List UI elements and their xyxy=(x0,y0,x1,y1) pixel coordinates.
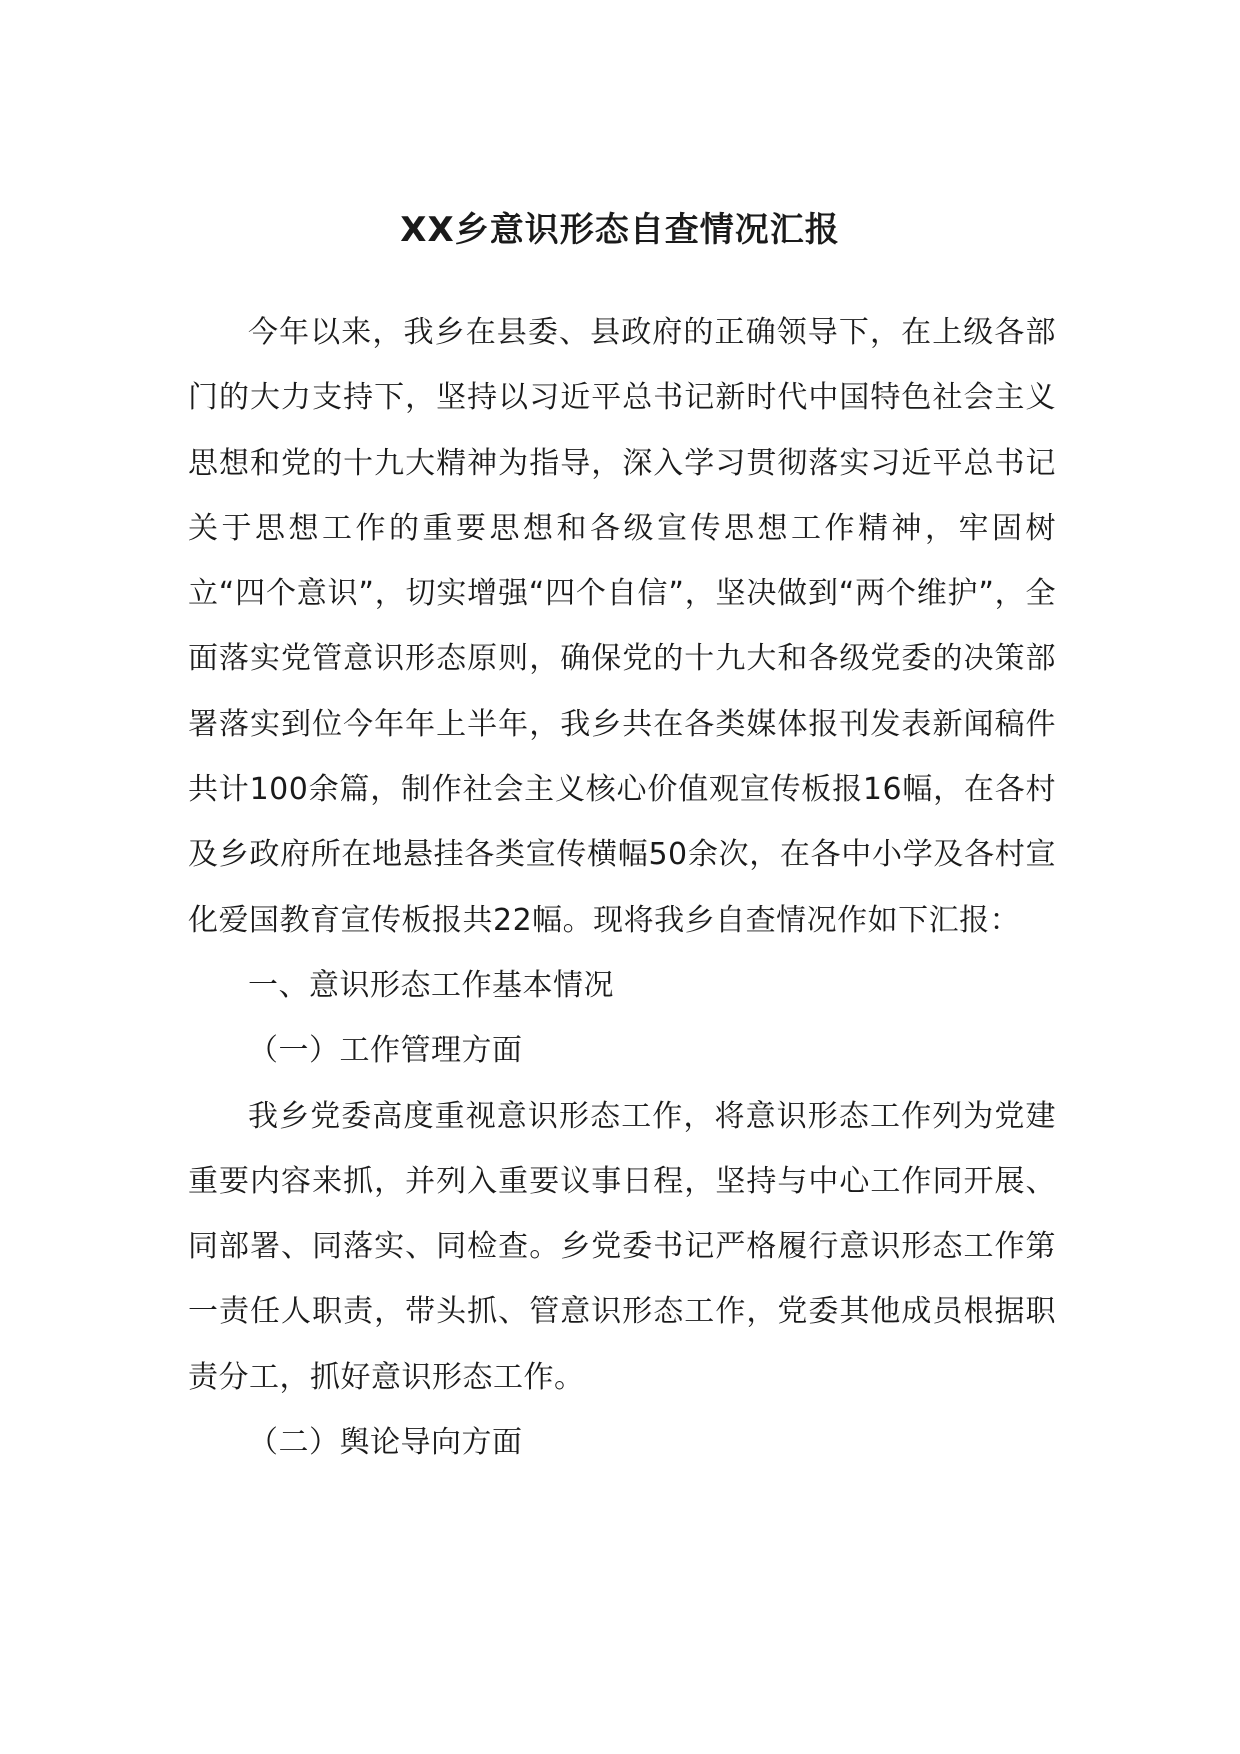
document-body xyxy=(188,300,1056,1475)
subsection-heading-work-management: （一）工作管理方面 xyxy=(248,1033,523,1069)
work-management-paragraph: 我乡党委高度重视意识形态工作，将意识形态工作列为党建重要内容来抓，并列入重要议事日程，坚持与中心工作同开展、同部署、同落实、同检查。乡党委书记严格履行意识形态工作第一责任人职责，带头抓、管意识形态工作，党委其他成员根据职责分工，抓好意识形态工作。 xyxy=(188,1098,1056,1395)
document-title: XX乡意识形态自查情况汇报 xyxy=(400,210,840,250)
intro-paragraph: 今年以来，我乡在县委、县政府的正确领导下，在上级各部门的大力支持下，坚持以习近平总书记新时代中国特色社会主义思想和党的十九大精神为指导，深入学习贯彻落实习近平总书记关于思想工作的重要思想和各级宣传思想工作精神，牢固树立“四个意识”，切实增强“四个自信”，坚决做到“两个维护”，全面落实党管意识形态原则，确保党的十九大和各级党委的决策部署落实到位今年年上半年，我乡共在各类媒体报刊发表新闻稿件共计100余篇，制作社会主义核心价值观宣传板报16幅，在各村及乡政府所在地悬挂各类宣传横幅50余次，在各中小学及各村宣化爱国教育宣传板报共22幅。现将我乡自查情况作如下汇报： xyxy=(188,315,1056,938)
subsection-heading-public-opinion: （二）舆论导向方面 xyxy=(248,1425,523,1461)
section-heading: 一、意识形态工作基本情况 xyxy=(248,967,614,1003)
